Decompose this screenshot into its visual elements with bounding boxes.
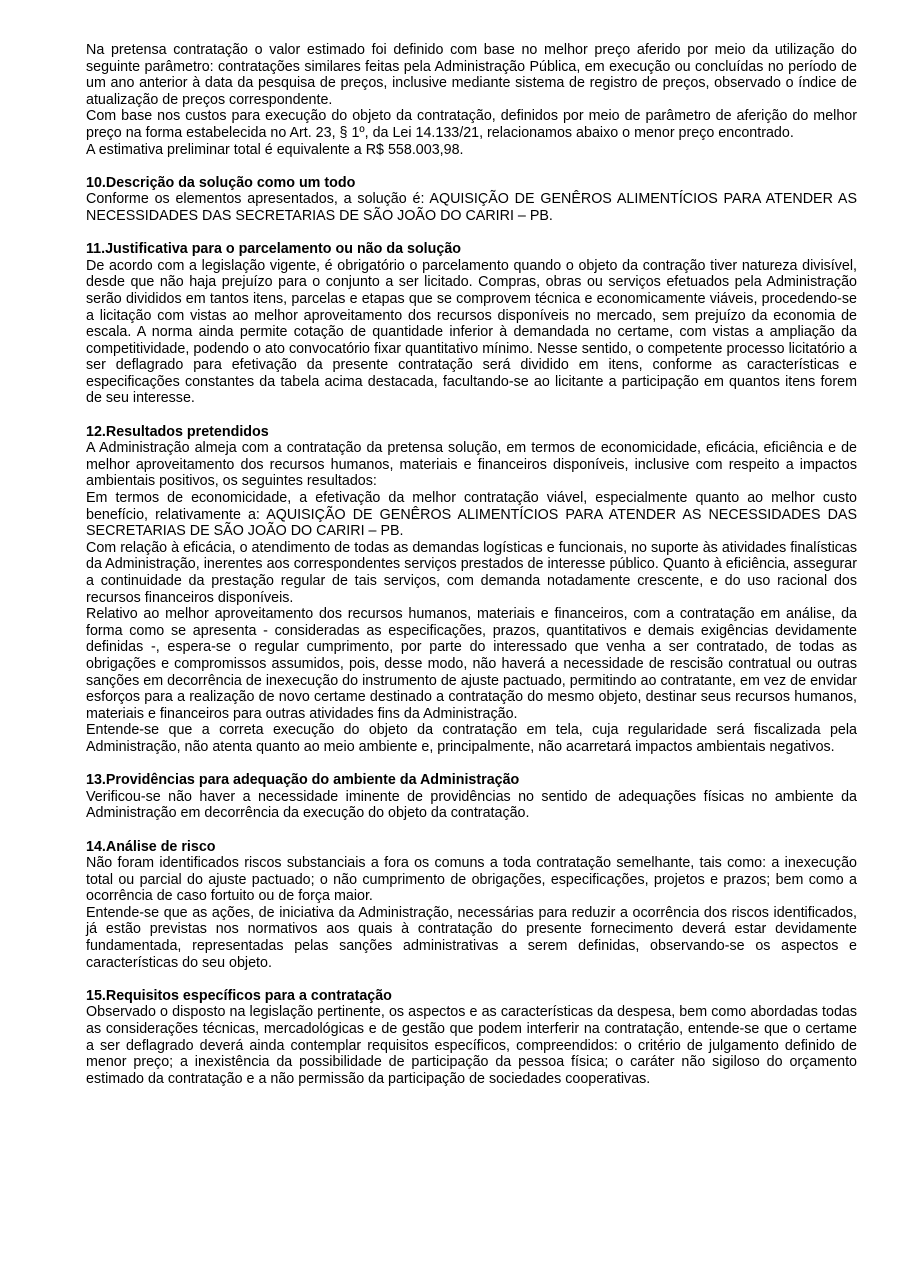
- section-12-paragraph-4: Relativo ao melhor aproveitamento dos recursos humanos, materiais e financeiros, com a contratação em análise, da forma como se apresenta - consideradas as especificações, prazos, quantitativos e demais exigências devidamente definidas -, espera-se o regular cumprimento, por parte do interessado que venha a ser contratado, de todas as obrigações e compromissos assumidos, pois, desse modo, não haverá a necessidade de rescisão contratual ou outras sanções em decorrência de inexecução do instrumento de ajuste pactuado, permitindo ao contratante, em vez de envidar esforços para a realização de novo certame destinado a contratação do mesmo objeto, destinar seus recursos humanos, materiais e financeiros para outras atividades fins da Administração.: [86, 606, 857, 722]
- section-13: [86, 772, 857, 822]
- section-12-heading: 12.Resultados pretendidos: [86, 423, 269, 440]
- estimate-total: A estimativa preliminar total é equivalente a R$ 558.003,98.: [86, 141, 464, 158]
- section-11: [86, 241, 857, 407]
- intro-paragraph-2: Com base nos custos para execução do objeto da contratação, definidos por meio de parâmetro de aferição do melhor preço na forma estabelecida no Art. 23, § 1º, da Lei 14.133/21, relacionamos abaixo o menor preço encontrado.: [86, 108, 857, 141]
- section-10-paragraph-1: Conforme os elementos apresentados, a solução é: AQUISIÇÃO DE GENÊROS ALIMENTÍCIOS PARA ATENDER AS NECESSIDADES DAS SECRETARIAS DE SÃO JOÃO DO CARIRI – PB.: [86, 191, 857, 224]
- section-15-paragraph-1: Observado o disposto na legislação pertinente, os aspectos e as características da despesa, bem como abordadas todas as considerações técnicas, mercadológicas e de gestão que podem interferir na contratação, entende-se que o certame a ser deflagrado deverá ainda contemplar requisitos específicos, compreendidos: o critério de julgamento definido de menor preço; a inexistência da possibilidade de participação da pessoa física; o caráter não sigiloso do orçamento estimado da contratação e a não permissão da participação de sociedades cooperativas.: [86, 1004, 857, 1087]
- section-10: [86, 175, 857, 225]
- section-14-paragraph-2: Entende-se que as ações, de iniciativa da Administração, necessárias para reduzir a ocorrência dos riscos identificados, já estão previstas nos normativos aos quais à contratação do presente fornecimento deverá estar devidamente fundamentada, representadas pelas sanções administrativas a serem definidas, observando-se os aspectos e características do seu objeto.: [86, 904, 857, 971]
- section-13-paragraph-1: Verificou-se não haver a necessidade iminente de providências no sentido de adequações físicas no ambiente da Administração em decorrência da execução do objeto da contratação.: [86, 788, 857, 822]
- document-page: [86, 42, 857, 1087]
- section-11-heading: 11.Justificativa para o parcelamento ou não da solução: [86, 241, 462, 258]
- section-15: [86, 988, 857, 1088]
- intro-paragraph-1: Na pretensa contratação o valor estimado foi definido com base no melhor preço aferido por meio da utilização do seguinte parâmetro: contratações similares feitas pela Administração Pública, em execução ou concluídas no período de um ano anterior à data da pesquisa de preços, inclusive mediante sistema de registro de preços, observado o índice de atualização de preços correspondente.: [86, 42, 857, 108]
- section-14-paragraph-1: Não foram identificados riscos substanciais a fora os comuns a toda contratação semelhante, tais como: a inexecução total ou parcial do ajuste pactuado; o não cumprimento de obrigações, especificações, projetos e prazos; bem como a ocorrência de caso fortuito ou de força maior.: [86, 855, 857, 905]
- section-14: [86, 839, 857, 972]
- section-12: [86, 424, 857, 756]
- section-12-paragraph-2: Em termos de economicidade, a efetivação da melhor contratação viável, especialmente quanto ao melhor custo benefício, relativamente a: AQUISIÇÃO DE GENÊROS ALIMENTÍCIOS PARA ATENDER AS NECESSIDADES DAS SECRETARIAS DE SÃO JOÃO DO CARIRI – PB.: [86, 490, 857, 540]
- section-14-heading: 14.Análise de risco: [86, 838, 216, 855]
- section-12-paragraph-5: Entende-se que a correta execução do objeto da contratação em tela, cuja regularidade será fiscalizada pela Administração, não atenta quanto ao meio ambiente e, principalmente, não acarretará impactos ambientais negativos.: [86, 722, 857, 755]
- intro-section: [86, 42, 857, 158]
- section-12-paragraph-3: Com relação à eficácia, o atendimento de todas as demandas logísticas e funcionais, no suporte às atividades finalísticas da Administração, inerentes aos correspondentes serviços prestados de interesse público. Quanto à eficiência, assegurar a continuidade da prestação regular de tais serviços, com demanda notadamente crescente, e do uso racional dos recursos financeiros disponíveis.: [86, 539, 857, 606]
- section-11-paragraph-1: De acordo com a legislação vigente, é obrigatório o parcelamento quando o objeto da contração tiver natureza divisível, desde que não haja prejuízo para o conjunto a ser licitado. Compras, obras ou serviços efetuados pela Administração serão divididos em tantos itens, parcelas e etapas que se comprovem técnica e economicamente viáveis, procedendo-se a licitação com vistas ao melhor aproveitamento dos recursos disponíveis no mercado, sem prejuízo da economia de escala. A norma ainda permite cotação de quantidade inferior à demandada no certame, com vistas a ampliação da competitividade, podendo o ato convocatório fixar quantitativo mínimo. Nesse sentido, o competente processo licitatório a ser deflagrado para efetivação da presente contratação será dividido em itens, conforme as características e especificações constantes da tabela acima destacada, facultando-se ao licitante a participação em quantos itens forem de seu interesse.: [86, 257, 857, 407]
- section-10-heading: 10.Descrição da solução como um todo: [86, 174, 356, 191]
- section-12-paragraph-1: A Administração almeja com a contratação da pretensa solução, em termos de economicidade, eficácia, eficiência e de melhor aproveitamento dos recursos humanos, materiais e financeiros disponíveis, inclusive com respeito a impactos ambientais positivos, os seguintes resultados:: [86, 440, 857, 490]
- section-15-heading: 15.Requisitos específicos para a contratação: [86, 987, 392, 1004]
- section-13-heading: 13.Providências para adequação do ambiente da Administração: [86, 772, 520, 789]
